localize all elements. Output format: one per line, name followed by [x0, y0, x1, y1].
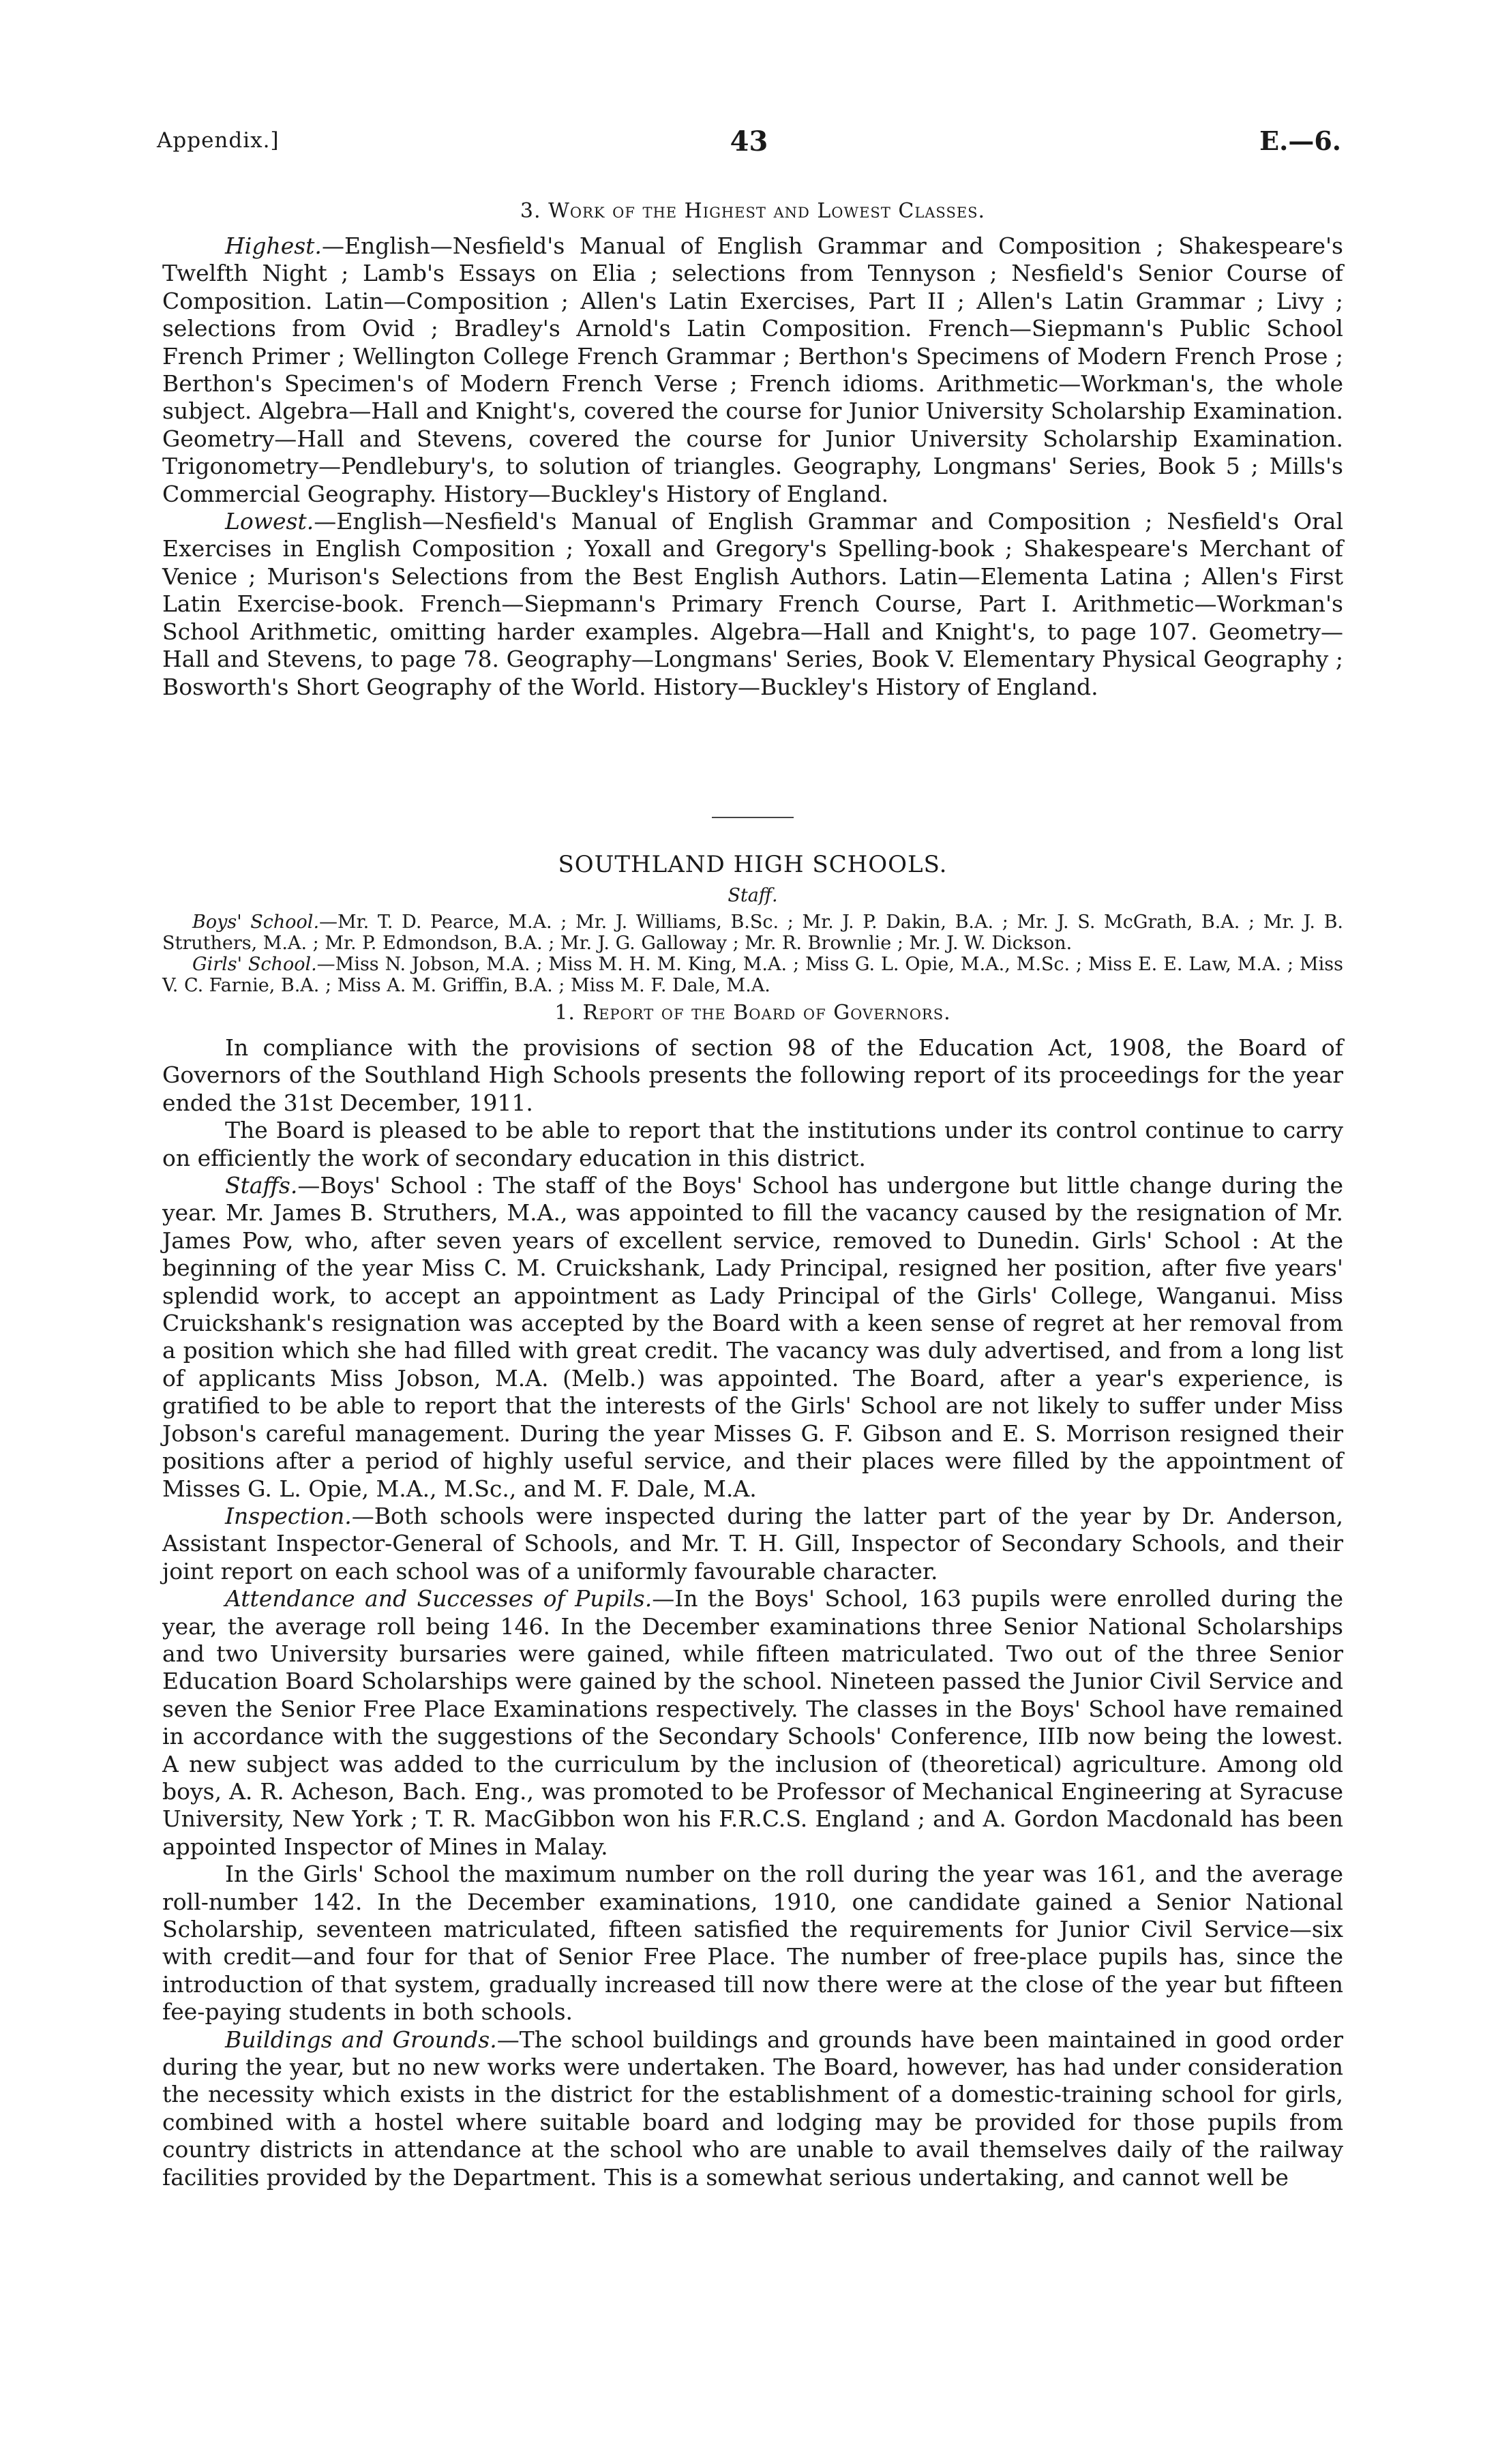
work-section — [162, 199, 1343, 701]
inspection-label: Inspection. — [225, 1502, 352, 1529]
attendance-text: —In the Boys' School, 163 pupils were enrolled during the year, the average roll being 146. In the December examinations three Senior National Scholarships and two University bursaries were gained, while fifteen matriculated. Two out of the three Senior Education Board Scholarships were gained by the school. Nineteen passed the Junior Civil Service and seven the Senior Free Place Examinations respectively. The classes in the Boys' School have remained in accordance with the suggestions of the Secondary Schools' Conference, IIIb now being the lowest. A new subject was added to the curriculum by the inclusion of (theoretical) agriculture. Among old boys, A. R. Acheson, Bach. Eng., was promoted to be Professor of Mechanical Engineering at Syracuse University, New York ; T. R. MacGibbon won his F.R.C.S. England ; and A. Gordon Macdonald has been appointed Inspector of Mines in Malay. — [162, 1585, 1343, 1860]
boys-school-label: Boys' School. — [192, 912, 320, 933]
staff-heading: Staff. — [728, 885, 778, 906]
girls-staff-text: —Miss N. Jobson, M.A. ; Miss M. H. M. King, M.A. ; Miss G. L. Opie, M.A., M.Sc. ; Miss E. E. Law, M.A. ; Miss V. C. Farnie, B.A. ; Miss A. M. Griffin, B.A. ; Miss M. F. Dale, M.A. — [162, 954, 1344, 996]
lowest-label: Lowest. — [225, 508, 314, 535]
girls-staff-list — [162, 954, 1343, 996]
header-document-code: E.—6. — [1259, 125, 1341, 156]
report-paragraph-1: In compliance with the provisions of section 98 of the Education Act, 1908, the Board of Governors of the Southland High Schools presents the following report of its proceedings for the year ended the 31st December, 1911. — [162, 1034, 1343, 1116]
work-section-title: 3. Work of the Highest and Lowest Classes. — [520, 199, 986, 223]
buildings-label: Buildings and Grounds. — [225, 2026, 497, 2053]
page-number: 43 — [730, 125, 768, 157]
highest-class-paragraph — [162, 232, 1343, 508]
header-appendix: Appendix.] — [157, 128, 280, 153]
southland-staff-section — [162, 817, 1343, 996]
staffs-label: Staffs. — [225, 1172, 298, 1199]
lowest-class-paragraph — [162, 508, 1343, 701]
attendance-paragraph — [162, 1585, 1343, 1861]
highest-text: —English—Nesfield's Manual of English Grammar and Composition ; Shakespeare's Twelfth Night ; Lamb's Essays on Elia ; selections from Tennyson ; Nesfield's Senior Course of Composition. Latin—Composition ; Allen's Latin Exercises, Part II ; Allen's Latin Grammar ; Livy ; selections from Ovid ; Bradley's Arnold's Latin Composition. French—Siepmann's Public School French Primer ; Wellington College French Grammar ; Berthon's Specimens of Modern French Prose ; Berthon's Specimen's of Modern French Verse ; French idioms. Arithmetic—Workman's, the whole subject. Algebra—Hall and Knight's, covered the course for Junior University Scholarship Examination. Geometry—Hall and Stevens, covered the course for Junior University Scholarship Examination. Trigonometry—Pendlebury's, to solution of triangles. Geography, Longmans' Series, Book 5 ; Mills's Commercial Geography. History—Buckley's History of England. — [162, 232, 1343, 507]
attendance-label: Attendance and Successes of Pupils. — [225, 1585, 653, 1612]
highest-label: Highest. — [225, 232, 322, 259]
page-header — [157, 125, 1341, 169]
inspection-text: —Both schools were inspected during the latter part of the year by Dr. Anderson, Assistant Inspector-General of Schools, and Mr. T. H. Gill, Inspector of Secondary Schools, and their joint report on each school was of a uniformly favourable character. — [162, 1502, 1343, 1584]
boys-staff-text: —Mr. T. D. Pearce, M.A. ; Mr. J. Williams, B.Sc. ; Mr. J. P. Dakin, B.A. ; Mr. J. S. McGrath, B.A. ; Mr. J. B. Struthers, M.A. ; Mr. P. Edmondson, B.A. ; Mr. J. G. Galloway ; Mr. R. Brownlie ; Mr. J. W. Dickson. — [162, 912, 1344, 954]
boys-staff-list — [162, 912, 1343, 954]
southland-title: SOUTHLAND HIGH SCHOOLS. — [558, 851, 948, 878]
board-report-section — [162, 1001, 1343, 2191]
girls-school-paragraph: In the Girls' School the maximum number on the roll during the year was 161, and the average roll-number 142. In the December examinations, 1910, one candidate gained a Senior National Scholarship, seventeen matriculated, fifteen satisfied the requirements for Junior Civil Service—six with credit—and four for that of Senior Free Place. The number of free-place pupils has, since the introduction of that system, gradually increased till now there were at the close of the year but fifteen fee-paying students in both schools. — [162, 1861, 1343, 2026]
girls-school-label: Girls' School. — [192, 954, 317, 975]
staffs-text: —Boys' School : The staff of the Boys' School has undergone but little change during the year. Mr. James B. Struthers, M.A., was appointed to fill the vacancy caused by the resignation of Mr. James Pow, who, after seven years of excellent service, removed to Dunedin. Girls' School : At the beginning of the year Miss C. M. Cruickshank, Lady Principal, resigned her position, after five years' splendid work, to accept an appointment as Lady Principal of the Girls' College, Wanganui. Miss Cruickshank's resignation was accepted by the Board with a keen sense of regret at her removal from a position which she had filled with great credit. The vacancy was duly advertised, and from a long list of applicants Miss Jobson, M.A. (Melb.) was appointed. The Board, after a year's experience, is gratified to be able to report that the interests of the Girls' School are not likely to suffer under Miss Jobson's careful management. During the year Misses G. F. Gibson and E. S. Morrison resigned their positions after a period of highly useful service, and their places were filled by the appointment of Misses G. L. Opie, M.A., M.Sc., and M. F. Dale, M.A. — [162, 1172, 1343, 1502]
report-title: 1. Report of the Board of Governors. — [554, 1001, 951, 1025]
lowest-text: —English—Nesfield's Manual of English Grammar and Composition ; Nesfield's Oral Exercises in English Composition ; Yoxall and Gregory's Spelling-book ; Shakespeare's Merchant of Venice ; Murison's Selections from the Best English Authors. Latin—Elementa Latina ; Allen's First Latin Exercise-book. French—Siepmann's Primary French Course, Part I. Arithmetic—Workman's School Arithmetic, omitting harder examples. Algebra—Hall and Knight's, to page 107. Geometry—Hall and Stevens, to page 78. Geography—Longmans' Series, Book V. Elementary Physical Geography ; Bosworth's Short Geography of the World. History—Buckley's History of England. — [162, 508, 1343, 700]
report-paragraph-2: The Board is pleased to be able to report that the institutions under its control continue to carry on efficiently the work of secondary education in this district. — [162, 1117, 1343, 1171]
staffs-paragraph — [162, 1172, 1343, 1503]
buildings-text: —The school buildings and grounds have been maintained in good order during the year, but no new works were undertaken. The Board, however, has had under consideration the necessity which exists in the district for the establishment of a domestic-training school for girls, combined with a hostel where suitable board and lodging may be provided for those pupils from country districts in attendance at the school who are unable to avail themselves daily of the railway facilities provided by the Department. This is a somewhat serious undertaking, and cannot well be — [162, 2026, 1343, 2191]
buildings-paragraph — [162, 2026, 1343, 2191]
inspection-paragraph — [162, 1503, 1343, 1585]
